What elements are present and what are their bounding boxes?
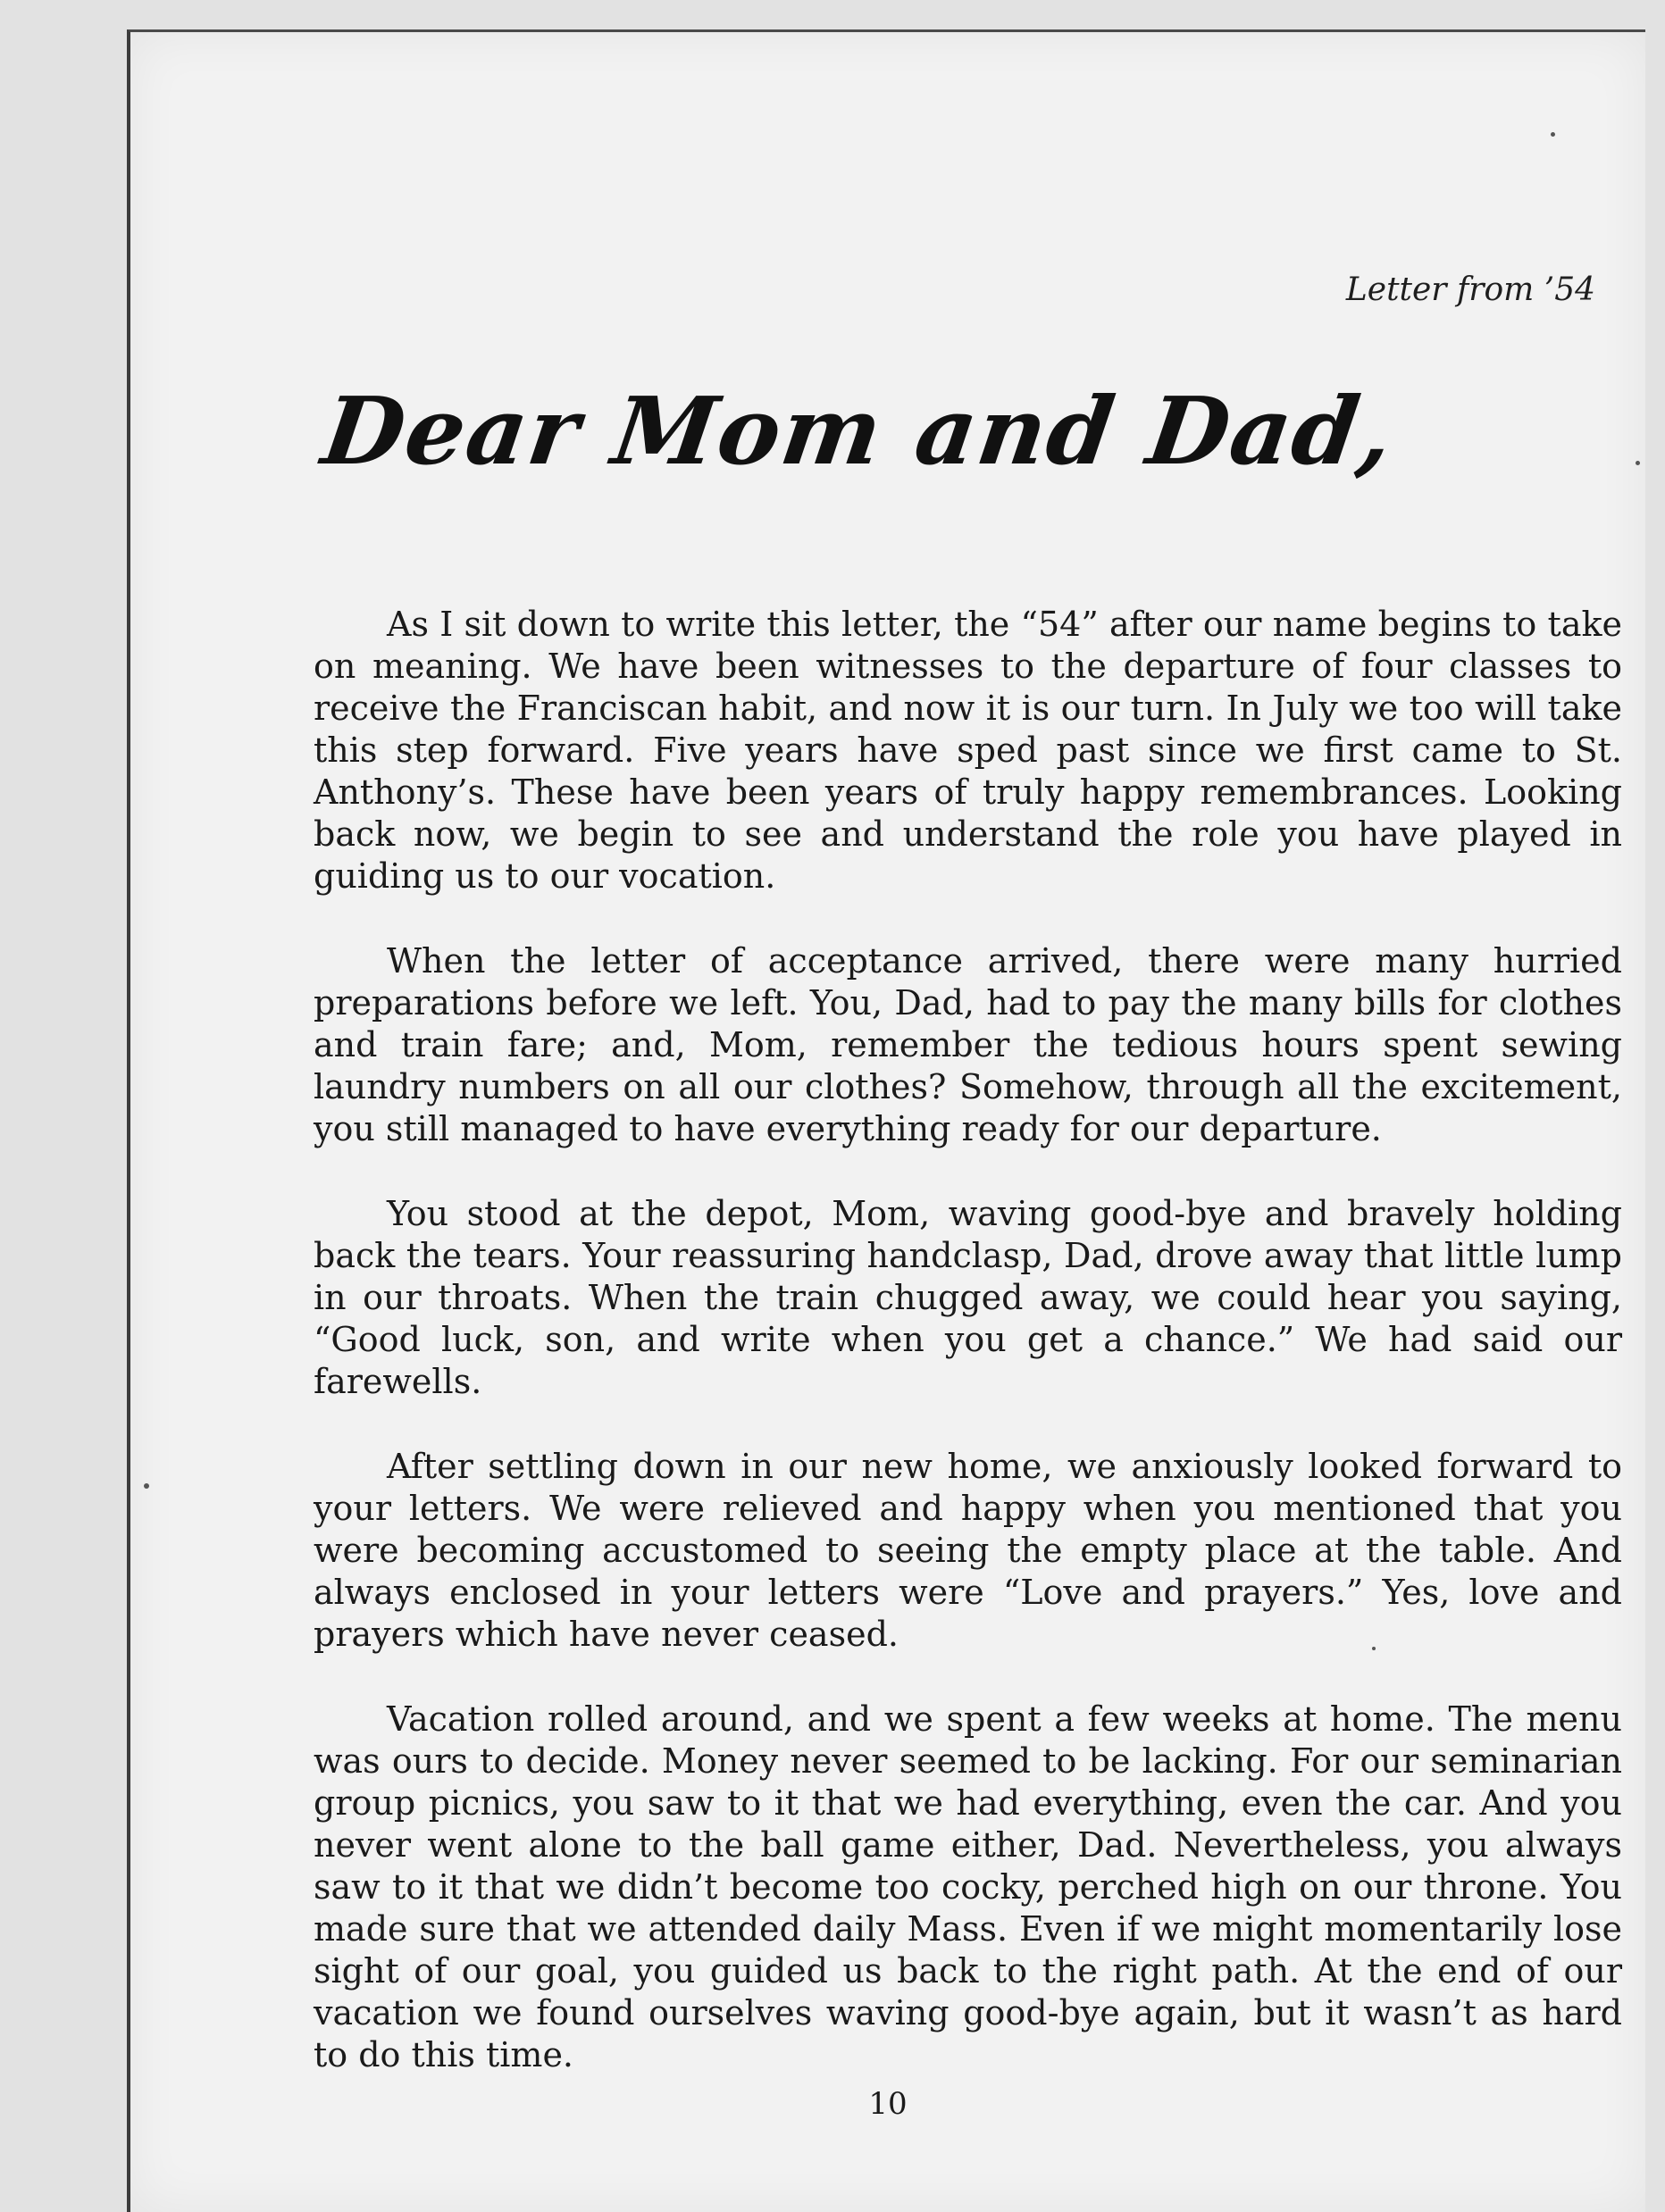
book-page <box>127 29 1645 2212</box>
body-paragraph-1: As I sit down to write this letter, the “54” after our name begins to take on meaning. We have been witnesses to the departure of four classes to receive the Franciscan habit, and now it is our turn. In July we too will take this step forward. Five years have sped past since we first came to St. Anthony’s. These have been years of truly happy remembrances. Looking back now, we begin to see and understand the role you have played in guiding us to our vocation. <box>314 605 1622 896</box>
scan-speck <box>1636 461 1640 465</box>
scan-speck <box>1372 1647 1376 1650</box>
body-paragraph-2: When the letter of acceptance arrived, there were many hurried preparations before we left. You, Dad, had to pay the many bills for clothes and train fare; and, Mom, remember the tedious hours spent sewing laundry numbers on all our clothes? Somehow, through all the excitement, you still managed to have everything ready for our departure. <box>314 941 1622 1148</box>
body-paragraph-5: Vacation rolled around, and we spent a few weeks at home. The menu was ours to decide. Money never seemed to be lacking. For our seminarian group picnics, you saw to it that we had everything, even the car. And you never went alone to the ball game either, Dad. Nevertheless, you always saw to it that we didn’t become too cocky, perched high on our throne. You made sure that we attended daily Mass. Even if we might momentarily lose sight of our goal, you guided us back to the right path. At the end of our vacation we found ourselves waving good-bye again, but it wasn’t as hard to do this time. <box>314 1699 1622 2074</box>
page-number: 10 <box>868 2086 908 2122</box>
scan-speck <box>1551 132 1555 137</box>
body-paragraph-3: You stood at the depot, Mom, waving good-bye and bravely holding back the tears. Your reassuring handclasp, Dad, drove away that little lump in our throats. When the train chugged away, we could hear you saying, “Good luck, son, and write when you get a chance.” We had said our farewells. <box>314 1194 1622 1401</box>
scan-speck <box>144 1483 149 1489</box>
body-paragraph-4: After settling down in our new home, we anxiously looked forward to your letters. We were relieved and happy when you mentioned that you were becoming accustomed to seeing the empty place at the table. And always enclosed in your letters were “Love and prayers.” Yes, love and prayers which have never ceased. <box>314 1447 1622 1654</box>
running-head: Letter from ’54 <box>1345 271 1595 308</box>
letter-body <box>314 604 1622 2119</box>
letter-salutation: Dear Mom and Dad, <box>316 376 1402 486</box>
